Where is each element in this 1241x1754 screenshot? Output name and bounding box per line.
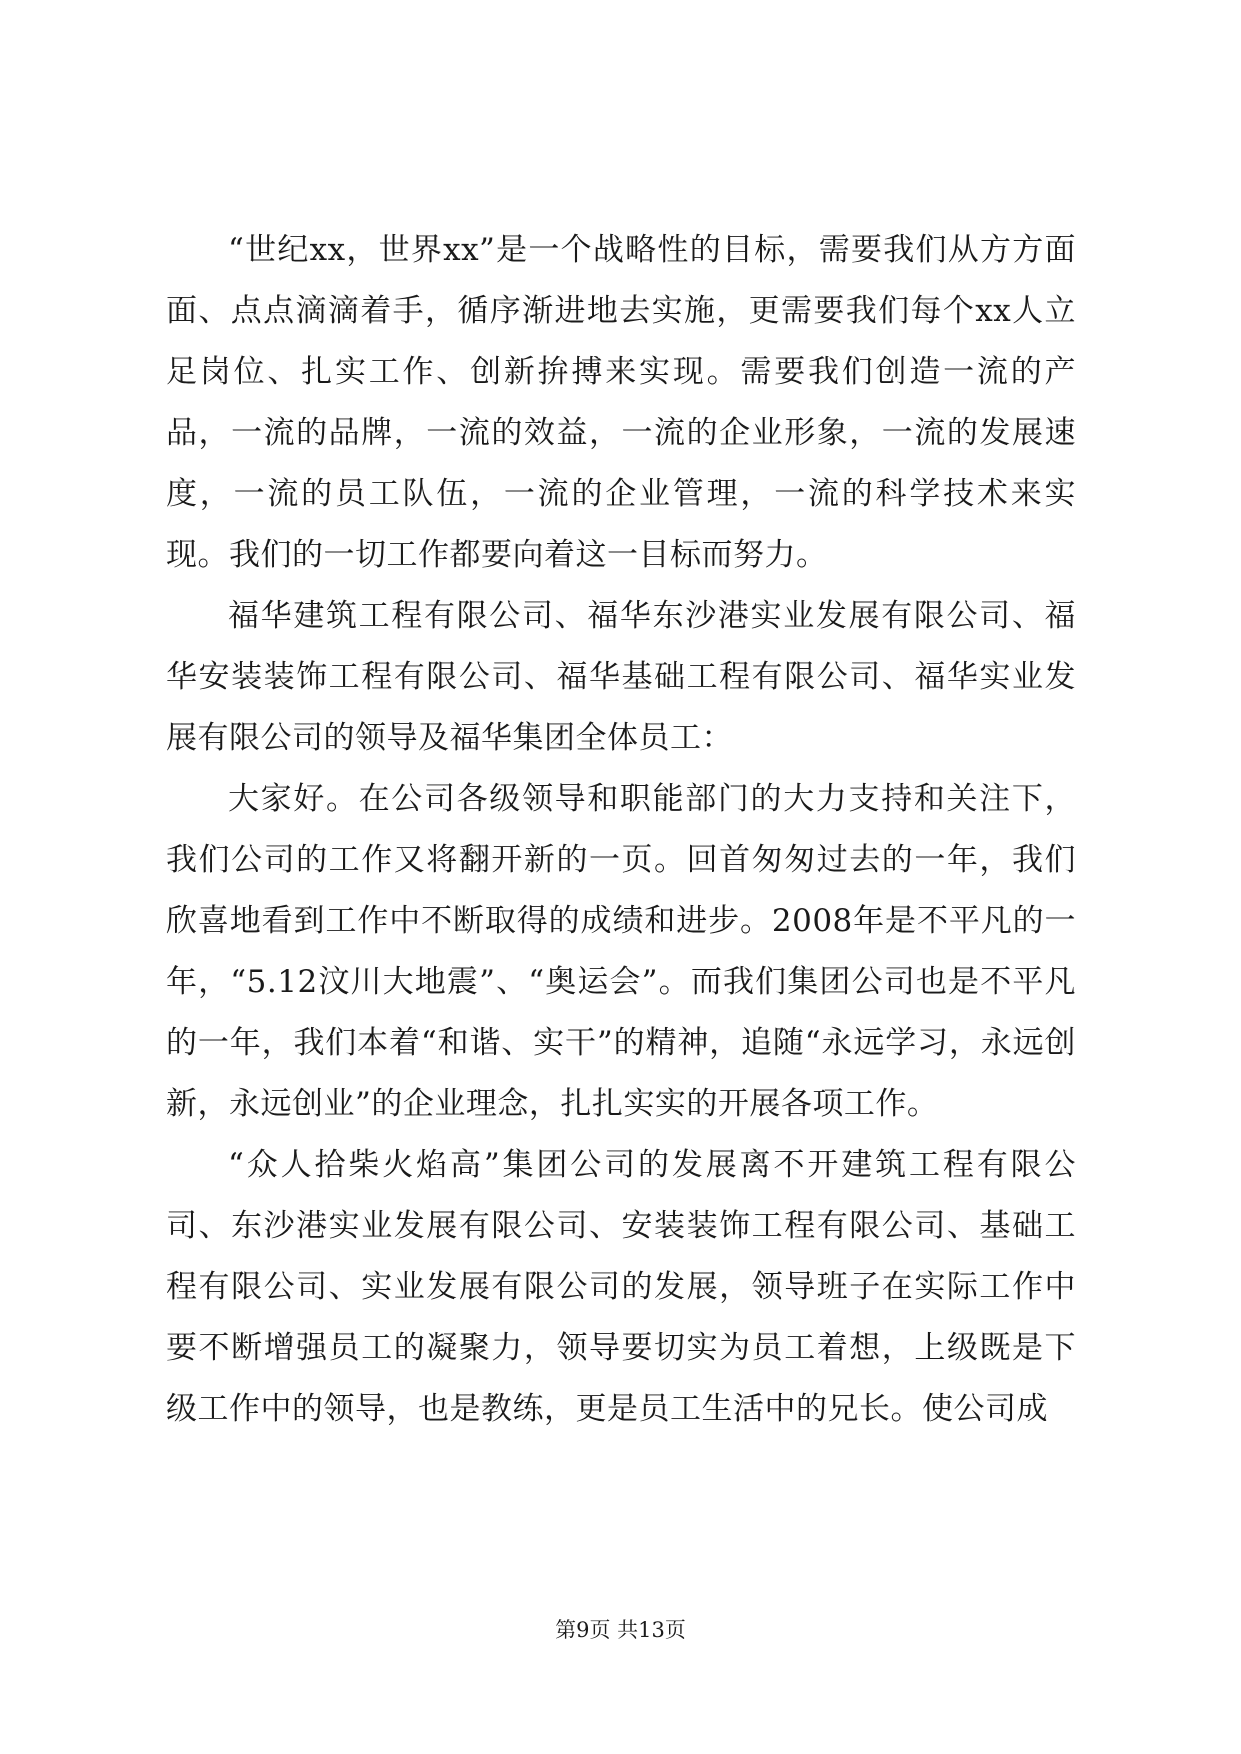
paragraph-strategic-goal: “世纪xx，世界xx”是一个战略性的目标，需要我们从方方面面、点点滴滴着手，循序渐进地去实施，更需要我们每个xx人立足岗位、扎实工作、创新拚搏来实现。需要我们创造一流的产品，一流的品牌，一流的效益，一流的企业形象，一流的发展速度，一流的员工队伍，一流的企业管理，一流的科学技术来实现。我们的一切工作都要向着这一目标而努力。 [166, 232, 1076, 573]
paragraph-salutation: 福华建筑工程有限公司、福华东沙港实业发展有限公司、福华安装装饰工程有限公司、福华基础工程有限公司、福华实业发展有限公司的领导及福华集团全体员工： [166, 598, 1076, 756]
page-footer: 第9页 共13页 [555, 1618, 686, 1642]
paragraph-teamwork: “众人拾柴火焰高”集团公司的发展离不开建筑工程有限公司、东沙港实业发展有限公司、安装装饰工程有限公司、基础工程有限公司、实业发展有限公司的发展，领导班子在实际工作中要不断增强员工的凝聚力，领导要切实为员工着想，上级既是下级工作中的领导，也是教练，更是员工生活中的兄长。使公司成 [166, 1147, 1076, 1427]
paragraph-greeting: 大家好。在公司各级领导和职能部门的大力支持和关注下，我们公司的工作又将翻开新的一页。回首匆匆过去的一年，我们欣喜地看到工作中不断取得的成绩和进步。2008年是不平凡的一年，“5.12汶川大地震”、“奥运会”。而我们集团公司也是不平凡的一年，我们本着“和谐、实干”的精神，追随“永远学习，永远创新，永远创业”的企业理念，扎扎实实的开展各项工作。 [166, 781, 1076, 1122]
document-body [166, 220, 1076, 1440]
